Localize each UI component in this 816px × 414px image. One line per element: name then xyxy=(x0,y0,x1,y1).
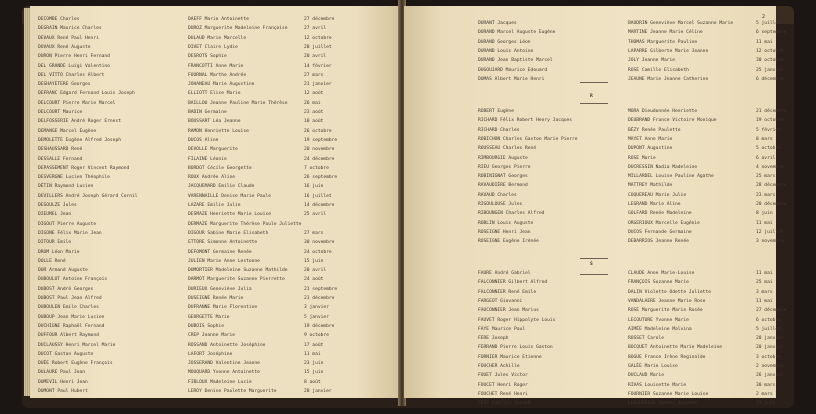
groom-name: RIMBOURGIE Auguste xyxy=(478,155,528,161)
bride-name: DUROZ Marguerite Madeleine Françoise xyxy=(188,26,288,32)
groom-name: RICHARD Félix Robert Henry Jacques xyxy=(478,118,573,124)
bride-name: LEGUERRIER Jeanne Suzanne xyxy=(628,401,698,407)
marriage-date: 8 août xyxy=(304,379,321,385)
marriage-date: 24 août xyxy=(304,277,324,283)
groom-name: DEGRAIN Maurice Charles xyxy=(38,26,102,32)
bride-name: LAFORT Joséphine xyxy=(188,351,233,357)
groom-name: DUVAUX René Auguste xyxy=(38,44,91,50)
groom-name: DUCHIGNE Raphaël Fernand xyxy=(38,323,105,329)
section-divider xyxy=(580,103,608,104)
marriage-date: 9 octobre xyxy=(304,333,329,339)
bride-name: FOURNIER Suzanne Marie Louise xyxy=(628,391,709,397)
bride-name: DURIEUX Geneviève Julia xyxy=(188,286,252,292)
groom-name: DÉTIN Raymond Lucien xyxy=(38,184,94,190)
page-number: 2 xyxy=(762,14,766,20)
groom-name: DUBOULOT Antoine François xyxy=(38,277,108,283)
marriage-date: 20 juillet xyxy=(304,44,332,50)
groom-name: DELCOURT Pierre Marie Marcel xyxy=(38,100,116,106)
groom-name: DEVILLERS André Joseph Gérard Cornil xyxy=(38,193,138,199)
marriage-date: 12 août xyxy=(304,91,324,97)
marriage-date: 6 avril xyxy=(756,155,776,161)
marriage-date: 20 janvier xyxy=(756,345,784,351)
register-entry xyxy=(38,386,364,397)
groom-name: ROSEIGNE Eugène Irénée xyxy=(478,239,539,245)
bride-name: CREP Jeanne Marie xyxy=(188,333,236,339)
groom-name: FARGEOT Giovanni xyxy=(478,298,523,304)
groom-name: DULAURE Paul Jean xyxy=(38,370,86,376)
bride-name: LEGRAND Marie Aline xyxy=(628,202,681,207)
groom-name: ROBINIGNAT Georges xyxy=(478,174,528,180)
bride-name: RIVAS Louisette Marie xyxy=(628,382,687,388)
groom-name: RIGOULOUSE Jules xyxy=(478,202,523,207)
marriage-date: 23 août xyxy=(304,110,324,115)
groom-name: DUMAS Albert Marie Henri xyxy=(478,76,545,82)
groom-name: DEMANGE Marcel Eugène xyxy=(38,128,97,134)
groom-name: DUÉE Robert Eugène François xyxy=(38,361,113,367)
groom-name: DUBOUP Jean Marie Lucien xyxy=(38,314,105,320)
groom-name: DELCOURT Maurice xyxy=(38,110,83,115)
bride-name: DULAUD Marie Marcelle xyxy=(188,35,247,41)
marriage-date: 19 décembre xyxy=(304,323,335,329)
groom-name: FAYE Maurice Paul xyxy=(478,326,526,332)
marriage-date: 26 janvier xyxy=(756,373,784,379)
bride-name: ROSE Camille Elisabeth xyxy=(628,67,689,73)
marriage-date: 5 juillet xyxy=(756,21,781,26)
bride-name: ELLIOTT Elise Marie xyxy=(188,91,241,97)
bride-name: GOLFARD Renée Madeleine xyxy=(628,211,692,217)
marriage-date: 15 juin xyxy=(304,370,324,376)
bride-name: BÉZY Renée Paulette xyxy=(628,127,681,133)
bride-name: VARENNAILLE Denise Marie Paule xyxy=(188,193,271,199)
groom-name: DEMOLETTE Eugène Alfred Joseph xyxy=(38,137,121,143)
groom-name: DESVERGNE Lucien Théophile xyxy=(38,175,110,181)
bride-name: BOUSSART Léa Jeanne xyxy=(188,119,241,125)
register-entry xyxy=(478,236,816,247)
bride-name: MARTINE Jeanne Marie Céline xyxy=(628,30,703,36)
bride-name: BAUDRIN Geneviève Marcel Suzanne Marie xyxy=(628,21,734,26)
bride-name: BOGUE France Irène Reginalde xyxy=(628,354,706,360)
groom-name: FALCONNIER Gilbert Alfred xyxy=(478,280,548,286)
bride-name: JULIEN Marie Anne Lestonne xyxy=(188,258,260,264)
bride-name: DUCLAUD Marie xyxy=(628,373,664,379)
bride-name: DUCRESSIN Nadia Madeleine xyxy=(628,164,698,170)
groom-name: FAURE André Gabriel xyxy=(478,271,531,276)
bride-name: DIVET Claire Lydie xyxy=(188,44,238,50)
marriage-date: 16 juillet xyxy=(304,193,332,199)
groom-name: ROBLIN Louis Auguste xyxy=(478,220,534,226)
bride-name: DUCOS Aline xyxy=(188,137,219,143)
bride-name: JOHANEAU Marie Augustine xyxy=(188,82,255,88)
groom-name: FOUET Jules Victor xyxy=(478,373,528,379)
groom-name: DUBOST André Georges xyxy=(38,286,94,292)
bride-name: ROSE Marie xyxy=(628,155,656,161)
marriage-date: 3 mars xyxy=(756,289,773,295)
marriage-date: 15 juin xyxy=(756,401,776,407)
marriage-date: 6 septembre xyxy=(756,30,787,36)
section-divider xyxy=(580,258,608,259)
marriage-date: 12 octobre xyxy=(304,35,332,41)
marriage-date: 28 décembre xyxy=(756,183,787,189)
groom-name: FÉVE Camille Joseph xyxy=(478,401,531,407)
bride-name: MOUQUARD Yvonne Antoinette xyxy=(188,370,260,376)
groom-name: DUGOUJARD Maurice Edouard xyxy=(478,67,548,73)
groom-name: DUBOULEN Emile Charles xyxy=(38,305,99,311)
groom-name: FOUCHET René Henri xyxy=(478,391,528,397)
groom-name: DROM Léon Marie xyxy=(38,249,80,255)
groom-name: DITOUR Emile xyxy=(38,240,72,246)
marriage-date: 5 juillet xyxy=(756,326,781,332)
bride-name: RAMON Henriette Louise xyxy=(188,128,249,134)
bride-name: DUBOIS Sophie xyxy=(188,323,224,329)
groom-name: ROUSSEAU Charles René xyxy=(478,146,537,152)
bride-name: VANDALAERE Jeanne Marie Rose xyxy=(628,298,706,304)
groom-name: FOUCHER Achille xyxy=(478,364,520,369)
groom-name: DELFOSSERIE André Roger Ernest xyxy=(38,119,121,125)
groom-name: DURON Pierre Henri Fernand xyxy=(38,54,110,60)
marriage-date: 11 mai xyxy=(304,351,321,357)
bride-name: BADIN Germaine xyxy=(188,110,227,115)
bride-name: DAEFF Marie Antoinette xyxy=(188,17,249,22)
marriage-date: 21 janvier xyxy=(304,82,332,88)
groom-name: DESHAYETERE Georges xyxy=(38,82,91,88)
marriage-date: 23 mars xyxy=(756,192,776,198)
bride-name: BAILLOU Jeanne Pauline Marie Thérèse xyxy=(188,100,288,106)
marriage-date: 21 décembre xyxy=(756,109,787,114)
marriage-date: 8 mars xyxy=(756,136,773,142)
groom-name: RIEU Georges Pierre xyxy=(478,164,531,170)
groom-name: DUFFOUR Albert Raymond xyxy=(38,333,99,339)
marriage-date: 25 mars xyxy=(756,174,776,180)
marriage-date: 5 février xyxy=(756,127,781,133)
bride-name: DERMAZE Marguerite Thérèse Paule Juliette xyxy=(188,221,302,227)
marriage-date: 4 novembre xyxy=(756,164,784,170)
marriage-date: 30 novembre xyxy=(304,240,335,246)
groom-name: DUR Armand Auguste xyxy=(38,268,88,274)
marriage-date: 11 mai xyxy=(756,39,773,45)
left-page xyxy=(30,6,400,398)
marriage-date: 27 décembre xyxy=(756,308,787,314)
marriage-date: 11 mai xyxy=(756,271,773,276)
bride-name: MAYET Anne Marie xyxy=(628,136,673,142)
marriage-date: 16 juin xyxy=(304,184,324,190)
bride-name: MORA Dieudonnée Henriette xyxy=(628,109,698,114)
marriage-date: 12 octobre xyxy=(756,48,784,54)
marriage-date: 5 octobre xyxy=(756,146,781,152)
groom-name: FORNIER Maurice Etienne xyxy=(478,354,542,360)
marriage-date: 8 juin xyxy=(756,211,773,217)
bride-name: DALIN Violette Odette Juliette xyxy=(628,289,711,295)
marriage-date: 14 février xyxy=(304,63,332,69)
groom-name: DOLLE René xyxy=(38,258,66,264)
marriage-date: 14 décembre xyxy=(304,203,335,208)
groom-name: DESOULZE Jules xyxy=(38,203,77,208)
groom-name: DIGOUT Pierre Auguste xyxy=(38,221,97,227)
groom-name: DURAND Jean Baptiste Marcel xyxy=(478,58,553,64)
marriage-date: 21 décembre xyxy=(304,296,335,301)
marriage-date: 20 janvier xyxy=(304,389,332,394)
groom-name: DUMONT Paul Hubert xyxy=(38,389,88,394)
bride-name: GALÉE Marie Louise xyxy=(628,364,678,369)
bride-name: COQUEREAU Marie Julie xyxy=(628,192,687,198)
groom-name: RAVAUDIÈRE Bermond xyxy=(478,183,528,189)
bride-name: DESROTS Sophie xyxy=(188,54,227,60)
groom-name: DIEUMEL Jean xyxy=(38,212,72,218)
marriage-date: 2 novembre xyxy=(756,364,784,369)
section-letter: S xyxy=(590,262,593,267)
marriage-date: 6 octobre xyxy=(756,317,781,323)
groom-name: DUCOT Gaston Auguste xyxy=(38,351,94,357)
groom-name: DURAND Louis Antoine xyxy=(478,48,534,54)
bride-name: DUFRANNE Marie Florentine xyxy=(188,305,258,311)
bride-name: GEORGETTE Marie xyxy=(188,314,230,320)
bride-name: JOSSERAND Valentine Jeanne xyxy=(188,361,260,367)
bride-name: JEAUNE Marie Jeanne Catherine xyxy=(628,76,709,82)
section-divider xyxy=(580,274,608,275)
right-page xyxy=(404,6,787,407)
marriage-date: 30 octobre xyxy=(756,58,784,64)
bride-name: ROUX Andrée Aline xyxy=(188,175,236,181)
groom-name: DURANT Jacques xyxy=(478,21,517,26)
groom-name: DEVAUX René Paul Henri xyxy=(38,35,99,41)
bride-name: DEFOMONT Germaine Renée xyxy=(188,249,252,255)
marriage-date: 20 avril xyxy=(304,268,327,274)
groom-name: DECOMBE Charles xyxy=(38,17,80,22)
groom-name: RAVAUD Charles xyxy=(478,192,517,198)
marriage-date: 3 octobre xyxy=(756,354,781,360)
groom-name: DESSALLE Fernand xyxy=(38,156,83,162)
groom-name: ROBICHON Charles Gaston Marie Pierre xyxy=(478,136,578,142)
marriage-date: 11 mai xyxy=(756,298,773,304)
marriage-date: 3 janvier xyxy=(304,305,329,311)
bride-name: DUCOS Fernande Germaine xyxy=(628,229,692,235)
groom-name: DURAND Georges Léon xyxy=(478,39,531,45)
marriage-date: 23 juin xyxy=(304,361,324,367)
groom-name: ROBERT Eugène xyxy=(478,109,514,114)
marriage-date: 19 octobre xyxy=(756,118,784,124)
groom-name: DUCLAUSSY Henri Marcel Marie xyxy=(38,342,116,348)
marriage-date: 10 août xyxy=(304,119,324,125)
groom-name: RIBOUNGEN Charles Alfred xyxy=(478,211,545,217)
groom-name: FOUCET Henri Roger xyxy=(478,382,528,388)
groom-name: FERRAND Pierre Louis Gaston xyxy=(478,345,553,351)
section-letter: R xyxy=(590,94,593,99)
groom-name: ROSEIGNE Henri Jean xyxy=(478,229,531,235)
bride-name: ROSE Marguerite Marie Rosée xyxy=(628,308,703,314)
marriage-date: 20 décembre xyxy=(756,202,787,207)
marriage-date: 19 septembre xyxy=(304,137,338,143)
marriage-date: 25 janvier xyxy=(756,67,784,73)
bride-name: DUMORTIER Madeleine Suzanne Mathilde xyxy=(188,268,288,274)
bride-name: FILAINE Léonie xyxy=(188,156,227,162)
marriage-date: 17 août xyxy=(304,342,324,348)
marriage-date: 20 novembre xyxy=(304,147,335,153)
marriage-date: 25 avril xyxy=(304,212,327,218)
groom-name: DEL GRANDE Luigi Valentino xyxy=(38,63,110,69)
bride-name: JOLY Jeanne Marie xyxy=(628,58,676,64)
bride-name: LECOUTURE Yvonne Marie xyxy=(628,317,689,323)
bride-name: MILLARDEL Louise Pauline Agathe xyxy=(628,174,714,180)
groom-name: FERE Joseph xyxy=(478,336,509,342)
groom-name: DUMEVIL Henri Jean xyxy=(38,379,88,385)
marriage-date: 25 mai xyxy=(756,280,773,286)
bride-name: ETTORE Simonne Antoinette xyxy=(188,240,258,246)
marriage-date: 2 mars xyxy=(756,391,773,397)
bride-name: DEUBRAND France Victoire Monique xyxy=(628,118,717,124)
bride-name: FOURNAL Marthe Andrée xyxy=(188,72,247,78)
bride-name: CLAUDE Anne Marie-Louise xyxy=(628,271,695,276)
marriage-date: 24 décembre xyxy=(304,156,335,162)
bride-name: AIMÉE Madeleine Malvina xyxy=(628,326,692,332)
marriage-date: 20 avril xyxy=(304,54,327,60)
marriage-date: 7 octobre xyxy=(304,165,329,171)
marriage-date: 30 mars xyxy=(756,382,776,388)
bride-name: BOCQUET Antoinette Marie Madeleine xyxy=(628,345,723,351)
bride-name: JACQUEMARD Emilie Claude xyxy=(188,184,255,190)
marriage-date: 27 mars xyxy=(304,72,324,78)
groom-name: DUBOST Paul Jean Alfred xyxy=(38,296,102,301)
groom-name: DEPASSEMENT Roger Vincent Raymond xyxy=(38,165,130,171)
groom-name: DEL VITTO Charles Albert xyxy=(38,72,105,78)
groom-name: FALCONNIER René Emile xyxy=(478,289,537,295)
groom-name: DIGONE Félix Marie Jean xyxy=(38,230,102,236)
marriage-date: 11 mai xyxy=(756,220,773,226)
marriage-date: 27 avril xyxy=(304,26,327,32)
bride-name: DEBARRIOS Jeanne Renée xyxy=(628,239,689,245)
groom-name: FAUVET Roger Hippolyte Louis xyxy=(478,317,556,323)
bride-name: DESMAZE Henriette Marie Louise xyxy=(188,212,271,218)
bride-name: DUPONT Augustine xyxy=(628,146,673,152)
marriage-date: 20 janvier xyxy=(756,336,784,342)
groom-name: DEFRANC Edgard Fernand Louis Joseph xyxy=(38,91,135,97)
bride-name: FRANCOTTI Anne Marie xyxy=(188,63,244,69)
marriage-date: 26 mai xyxy=(304,100,321,106)
groom-name: DESHAUSSARD René xyxy=(38,147,83,153)
marriage-date: 3 novembre xyxy=(756,239,784,245)
bride-name: DEVOLLE Marguerite xyxy=(188,147,238,153)
marriage-date: 24 octobre xyxy=(304,249,332,255)
marriage-date: 12 juillet xyxy=(756,229,784,235)
groom-name: RICHARD Charles xyxy=(478,127,520,133)
bride-name: DIGOUR Sabine Marie Elisabeth xyxy=(188,230,269,236)
bride-name: BORDOT Cécile Georgette xyxy=(188,165,252,171)
marriage-date: 27 décembre xyxy=(304,17,335,22)
bride-name: FRANÇOIS Suzanne Marie xyxy=(628,280,689,286)
marriage-date: 6 décembre xyxy=(756,76,784,82)
register-entry xyxy=(478,398,816,409)
marriage-date: 21 septembre xyxy=(304,286,338,292)
marriage-date: 27 mars xyxy=(304,230,324,236)
marriage-date: 5 janvier xyxy=(304,314,329,320)
marriage-date: 26 septembre xyxy=(304,175,338,181)
bride-name: LAPARRE Gilberte Marie Jeanne xyxy=(628,48,709,54)
groom-name: DURAND Marcel Auguste Eugène xyxy=(478,30,556,36)
marriage-date: 26 octobre xyxy=(304,128,332,134)
section-divider xyxy=(580,82,608,83)
bride-name: LAZARE Emilie Julie xyxy=(188,203,241,208)
marriage-date: 15 juin xyxy=(304,258,324,264)
bride-name: ORGERIOUX Marcelle Eugénie xyxy=(628,220,700,226)
bride-name: THOMAS Marguerite Pauline xyxy=(628,39,698,45)
bride-name: FIBLOUX Madeleine Lucie xyxy=(188,379,252,385)
bride-name: DARMOT Marguerite Suzanne Pierrette xyxy=(188,277,285,283)
register-entry xyxy=(478,74,816,85)
bride-name: ROSSAND Antoinette Joséphine xyxy=(188,342,266,348)
bride-name: ROSSET Carole xyxy=(628,336,664,342)
bride-name: DUSEIGNE Renée Marie xyxy=(188,296,244,301)
bride-name: LEROY Denise Paulette Marguerite xyxy=(188,389,277,394)
bride-name: MATTREY Mathilde xyxy=(628,183,673,189)
groom-name: FAUCONNIER Jean Marius xyxy=(478,308,539,314)
